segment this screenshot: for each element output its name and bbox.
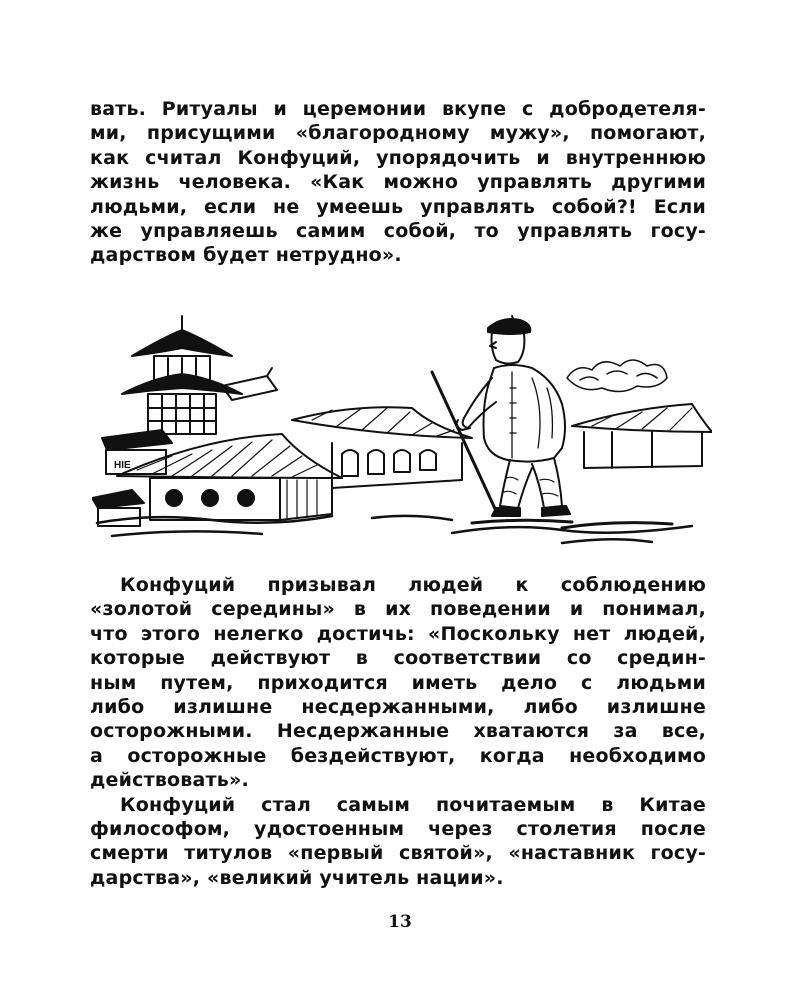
paragraph-continuation — [90, 97, 706, 268]
text-line: философом, удостоенным через столетия после — [90, 817, 706, 840]
text-line: либо излишне несдержанными, либо излишне — [90, 695, 706, 718]
far-right-building — [572, 404, 712, 468]
text-line: осторожными. Несдержанные хватаются за все, — [90, 720, 706, 743]
text-line: Конфуций призывал людей к соблюдению — [120, 574, 706, 596]
text-line: как считал Конфуций, упорядочить и внутреннюю — [90, 146, 706, 169]
tree-foliage — [567, 360, 667, 392]
standing-man — [432, 316, 570, 516]
text-line: а осторожные бездействуют, когда необходимо — [90, 744, 706, 767]
text-line: дарством будет нетрудно». — [90, 244, 402, 267]
main-hall — [117, 434, 342, 520]
text-line: дарства», «великий учитель нации». — [90, 866, 504, 889]
text-line: ми, присущими «благородному мужу», помогают, — [90, 122, 706, 145]
text-line: ным путем, приходится иметь дело с людьми — [90, 671, 706, 694]
text-line: жизнь человека. «Как можно управлять другими — [90, 171, 706, 194]
pagoda — [122, 316, 277, 434]
text-line: действовать». — [90, 769, 249, 792]
text-line: «золотой середины» в их поведении и понимал, — [90, 598, 706, 621]
text-line: которые действуют в соответствии со средин- — [90, 647, 706, 670]
text-line: Конфуций стал самым почитаемым в Китае — [120, 793, 706, 816]
text-line: вать. Ритуалы и церемонии вкупе с добродетеля- — [90, 98, 706, 120]
text-line: что этого нелегко достичь: «Поскольку нет людей, — [90, 622, 706, 645]
text-line: же управляешь самим собой, то управлять госу- — [90, 219, 706, 242]
text-line: смерти титулов «первый святой», «наставник госу- — [90, 842, 706, 865]
shop-sign: НІЕ — [114, 460, 131, 471]
main-paragraphs — [90, 573, 706, 890]
chinese-town-scene-illustration — [92, 308, 712, 553]
text-line: людьми, если не умеешь управлять собой?! Если — [90, 195, 706, 218]
middle-hall — [292, 407, 472, 488]
page-number: 13 — [388, 912, 412, 932]
